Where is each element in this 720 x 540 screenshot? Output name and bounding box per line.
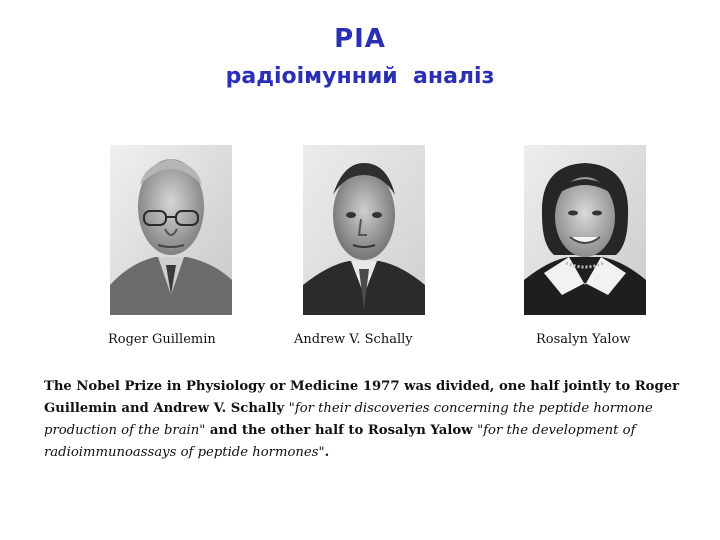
slide-title: РІА <box>334 24 386 54</box>
paragraph-text-1: The Nobel Prize in Physiology or Medicine 1977 was divided, one half jointly to Roger Guillemin and Andrew V. Schally <box>44 379 680 416</box>
paragraph-text-3: . <box>324 445 330 460</box>
caption-roger-guillemin: Roger Guillemin <box>108 332 216 347</box>
caption-rosalyn-yalow: Rosalyn Yalow <box>536 332 631 347</box>
paragraph-quote-2: "for the development of radioimmunoassays of peptide hormones" <box>44 423 636 460</box>
portrait-rosalyn-yalow <box>524 145 646 315</box>
nobel-prize-paragraph <box>44 376 684 464</box>
paragraph-quote-1: "for their discoveries concerning the peptide hormone production of the brain" <box>44 401 653 438</box>
slide-subtitle: радіоімунний аналіз <box>225 64 495 89</box>
caption-andrew-schally: Andrew V. Schally <box>294 332 413 347</box>
portrait-andrew-schally <box>303 145 425 315</box>
portrait-roger-guillemin <box>110 145 232 315</box>
paragraph-text-2: and the other half to Rosalyn Yalow <box>205 423 478 438</box>
